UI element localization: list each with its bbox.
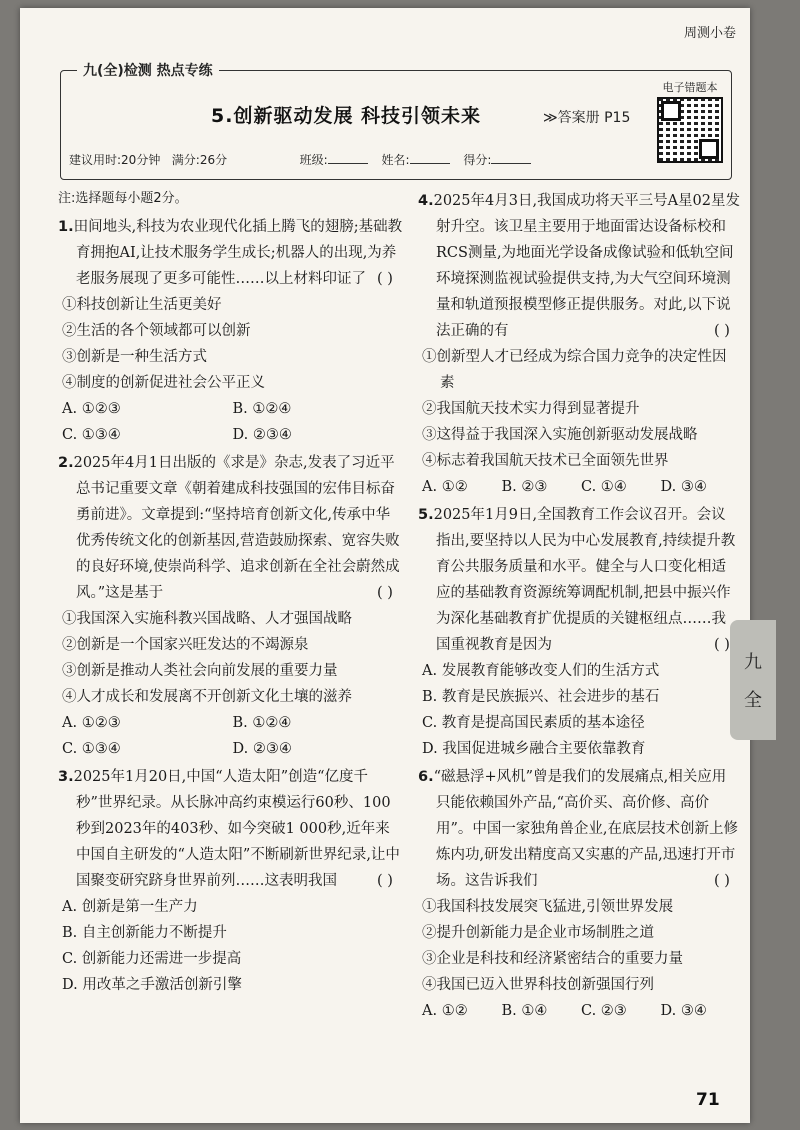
answer-reference: ≫答案册 P15 [543, 110, 631, 126]
question-stem: 2025年1月9日,全国教育工作会议召开。会议指出,要坚持以人民为中心发展教育,持续提升教育公共服务质量和水平。健全与人口变化相适应的基础教育资源统筹调配机制,把县中振兴作为深化基础教育扩优提质的关键枢纽点……我国重视教育是因为 [433, 507, 736, 653]
class-blank [328, 163, 368, 164]
choices [58, 710, 403, 762]
statement-2: ②提升创新能力是企业市场制胜之道 [422, 925, 654, 941]
statement-1: ①科技创新让生活更美好 [62, 297, 222, 313]
statement-4: ④制度的创新促进社会公平正义 [62, 375, 265, 391]
statement-1: ①我国深入实施科教兴国战略、人才强国战略 [62, 611, 352, 627]
choice-b[interactable]: B. 教育是民族振兴、社会进步的基石 [422, 689, 660, 705]
choice-a[interactable]: A. ①②③ [62, 401, 121, 417]
question-5: 5.2025年1月9日,全国教育工作会议召开。会议指出,要坚持以人民为中心发展教育,持续提升教育公共服务质量和水平。健全与人口变化相适应的基础教育资源统筹调配机制,把县中振兴作为深化基础教育扩优提质的关键枢纽点……我国重视教育是因为 ( ) A. 发展教育能够改变人们的生活方式 B. 教育是民族振兴、社会进步的基石 C. 教育是提高国民素质的基本途径 D. 我国促进城乡融合主要依靠教育 [418, 502, 740, 762]
right-column [418, 186, 740, 1024]
choice-b[interactable]: B. 自主创新能力不断提升 [62, 925, 227, 941]
choice-c[interactable]: C. ②③ [581, 1003, 627, 1019]
name-label: 姓名: [381, 153, 410, 167]
score-blank [491, 163, 531, 164]
qr-code-icon [657, 97, 723, 163]
choice-d[interactable]: D. 用改革之手激活创新引擎 [62, 977, 242, 993]
choices [58, 396, 403, 448]
question-number: 2. [58, 455, 74, 471]
question-stem: 2025年4月3日,我国成功将天平三号A星02星发射升空。该卫星主要用于地面雷达设备标校和RCS测量,为地面光学设备成像试验和低轨空间环境探测监视试验提供支持,为大气空间环境测量和轨道预报模型修正提供服务。对此,以下说法正确的有 [433, 193, 740, 339]
left-column [58, 186, 403, 998]
choice-c[interactable]: C. ①④ [581, 479, 627, 495]
choice-b[interactable]: B. ①②④ [232, 401, 292, 417]
statement-4: ④我国已迈入世界科技创新强国行列 [422, 977, 654, 993]
statement-3: ③企业是科技和经济紧密结合的重要力量 [422, 951, 683, 967]
question-stem: 2025年1月20日,中国“人造太阳”创造“亿度千秒”世界纪录。从长脉冲高约束模运行60秒、100秒到2023年的403秒、如今突破1 000秒,近年来中国自主研发的“人造太阳”不断刷新世界纪录,让中国聚变研究跻身世界前列……这表明我国 [73, 769, 400, 889]
question-stem: 田间地头,科技为农业现代化插上腾飞的翅膀;基础教育拥抱AI,让技术服务学生成长;机器人的出现,为养老服务展现了更多可能性……以上材料印证了 [73, 219, 403, 287]
question-1: 1.田间地头,科技为农业现代化插上腾飞的翅膀;基础教育拥抱AI,让技术服务学生成长;机器人的出现,为养老服务展现了更多可能性……以上材料印证了 ( ) ①科技创新让生活更美好 ②生活的各个领域都可以创新 ③创新是一种生活方式 ④制度的创新促进社会公平正义 A. ①②③ B. ①②④ C. ①③④ D. ②③④ [58, 214, 403, 448]
statement-1: ①我国科技发展突飞猛进,引领世界发展 [422, 899, 674, 915]
instruction-note: 注:选择题每小题2分。 [58, 191, 188, 206]
statement-3: ③这得益于我国深入实施创新驱动发展战略 [422, 427, 698, 443]
choice-c[interactable]: C. ①③④ [62, 741, 121, 757]
class-label: 班级: [299, 153, 328, 167]
top-tag: 周测小卷 [683, 26, 736, 41]
choice-d[interactable]: D. ③④ [660, 1003, 707, 1019]
side-tab-top: 九 [744, 652, 762, 673]
choice-c[interactable]: C. ①③④ [62, 427, 121, 443]
info-row [69, 151, 629, 168]
question-6: 6.“磁悬浮+风机”曾是我们的发展痛点,相关应用只能依赖国外产品,“高价买、高价修、高价用”。中国一家独角兽企业,在底层技术创新上修炼内功,研发出精度高又实惠的产品,迅速打开市场。这告诉我们 ( ) ①我国科技发展突飞猛进,引领世界发展 ②提升创新能力是企业市场制胜之道 ③企业是科技和经济紧密结合的重要力量 ④我国已迈入世界科技创新强国行列 A. ①② B. ①④ C. ②③ D. ③④ [418, 764, 740, 1024]
qr-box [653, 79, 727, 169]
choice-a[interactable]: A. ①②③ [62, 715, 121, 731]
grade-side-tab [730, 620, 776, 740]
question-number: 4. [418, 193, 434, 209]
choice-d[interactable]: D. ②③④ [232, 427, 292, 443]
question-3: 3.2025年1月20日,中国“人造太阳”创造“亿度千秒”世界纪录。从长脉冲高约束模运行60秒、100秒到2023年的403秒、如今突破1 000秒,近年来中国自主研发的“人造太阳”不断刷新世界纪录,让中国聚变研究跻身世界前列……这表明我国 ( ) A. 创新是第一生产力 B. 自主创新能力不断提升 C. 创新能力还需进一步提高 D. 用改革之手激活创新引擎 [58, 764, 403, 998]
choice-b[interactable]: B. ①②④ [232, 715, 292, 731]
qr-label: 电子错题本 [662, 81, 718, 94]
choice-a[interactable]: A. ①② [422, 1003, 468, 1019]
worksheet-header [60, 63, 732, 180]
choice-b[interactable]: B. ②③ [501, 479, 548, 495]
question-stem: 2025年4月1日出版的《求是》杂志,发表了习近平总书记重要文章《朝着建成科技强国的宏伟目标奋勇前进》。文章提到:“坚持培育创新文化,传承中华优秀传统文化的创新基因,营造鼓励探索、宽容失败的良好环境,使崇尚科学、追求创新在全社会蔚然成风。”这是基于 [73, 455, 400, 601]
statement-2: ②创新是一个国家兴旺发达的不竭源泉 [62, 637, 309, 653]
statement-2: ②生活的各个领域都可以创新 [62, 323, 251, 339]
question-number: 1. [58, 219, 74, 235]
worksheet-title: 5.创新驱动发展 科技引领未来 [211, 105, 482, 127]
workbook-page [20, 8, 750, 1123]
statement-2: ②我国航天技术实力得到显著提升 [422, 401, 640, 417]
question-4: 4.2025年4月3日,我国成功将天平三号A星02星发射升空。该卫星主要用于地面雷达设备标校和RCS测量,为地面光学设备成像试验和低轨空间环境探测监视试验提供支持,为大气空间环境测量和轨道预报模型修正提供服务。对此,以下说法正确的有 ( ) ①创新型人才已经成为综合国力竞争的决定性因素 ②我国航天技术实力得到显著提升 ③这得益于我国深入实施创新驱动发展战略 ④标志着我国航天技术已全面领先世界 A. ①② B. ②③ C. ①④ D. ③④ [418, 188, 740, 500]
question-number: 6. [418, 769, 434, 785]
statement-1: ①创新型人才已经成为综合国力竞争的决定性因素 [422, 349, 727, 391]
statement-4: ④标志着我国航天技术已全面领先世界 [422, 453, 669, 469]
choice-b[interactable]: B. ①④ [501, 1003, 548, 1019]
score-total: 满分:26分 [171, 153, 228, 167]
choice-d[interactable]: D. ③④ [660, 479, 707, 495]
page-number: 71 [696, 1090, 720, 1110]
choice-d[interactable]: D. 我国促进城乡融合主要依靠教育 [422, 741, 646, 757]
name-blank [410, 163, 450, 164]
question-number: 5. [418, 507, 434, 523]
choice-d[interactable]: D. ②③④ [232, 741, 292, 757]
choice-a[interactable]: A. 创新是第一生产力 [62, 899, 198, 915]
choice-a[interactable]: A. 发展教育能够改变人们的生活方式 [422, 663, 660, 679]
series-label: 九(全)检测 热点专练 [77, 60, 219, 80]
statement-4: ④人才成长和发展离不开创新文化土壤的滋养 [62, 689, 352, 705]
choices [418, 474, 740, 500]
score-label: 得分: [463, 153, 492, 167]
time-suggestion: 建议用时:20分钟 [69, 153, 161, 167]
side-tab-bottom: 全 [744, 690, 762, 711]
choice-c[interactable]: C. 创新能力还需进一步提高 [62, 951, 242, 967]
statement-3: ③创新是一种生活方式 [62, 349, 207, 365]
question-number: 3. [58, 769, 74, 785]
choice-a[interactable]: A. ①② [422, 479, 468, 495]
choice-c[interactable]: C. 教育是提高国民素质的基本途径 [422, 715, 645, 731]
choices [418, 998, 740, 1024]
statement-3: ③创新是推动人类社会向前发展的重要力量 [62, 663, 338, 679]
question-2: 2.2025年4月1日出版的《求是》杂志,发表了习近平总书记重要文章《朝着建成科技强国的宏伟目标奋勇前进》。文章提到:“坚持培育创新文化,传承中华优秀传统文化的创新基因,营造鼓励探索、宽容失败的良好环境,使崇尚科学、追求创新在全社会蔚然成风。”这是基于 ( ) ①我国深入实施科教兴国战略、人才强国战略 ②创新是一个国家兴旺发达的不竭源泉 ③创新是推动人类社会向前发展的重要力量 ④人才成长和发展离不开创新文化土壤的滋养 A. ①②③ B. ①②④ C. ①③④ D. ②③④ [58, 450, 403, 762]
question-stem: “磁悬浮+风机”曾是我们的发展痛点,相关应用只能依赖国外产品,“高价买、高价修、高价用”。中国一家独角兽企业,在底层技术创新上修炼内功,研发出精度高又实惠的产品,迅速打开市场。这告诉我们 [433, 769, 739, 889]
